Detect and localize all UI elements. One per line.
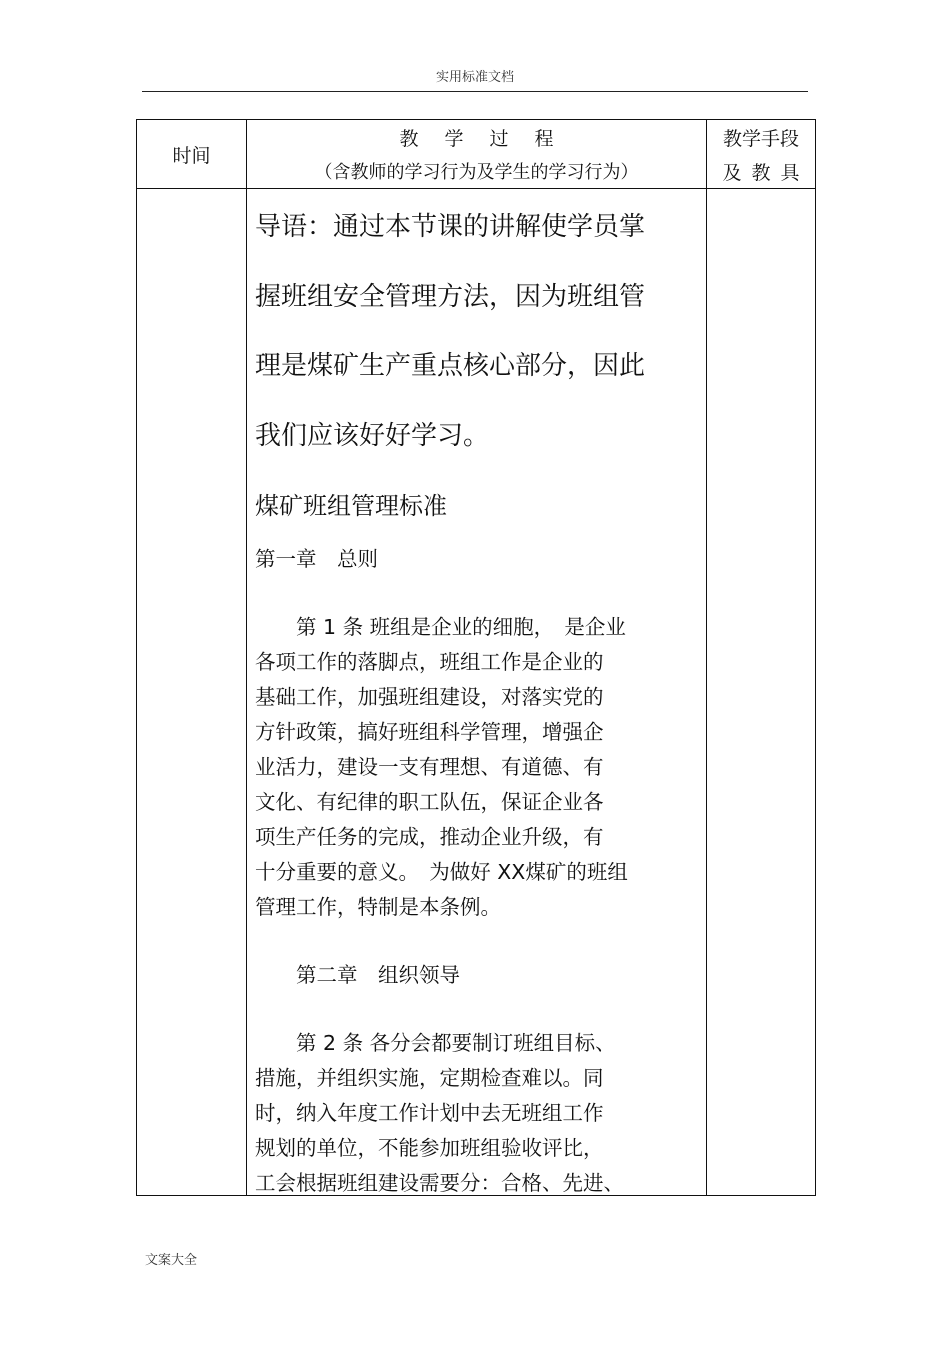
article-line: 各项工作的落脚点，班组工作是企业的 [255, 650, 604, 674]
header-row-divider [137, 188, 815, 189]
intro-line: 握班组安全管理方法，因为班组管 [255, 282, 646, 312]
lesson-plan-table [136, 119, 816, 1196]
article-line: 文化、有纪律的职工队伍，保证企业各 [255, 790, 604, 814]
intro-line: 我们应该好好学习。 [255, 421, 490, 451]
page-footer: 文案大全 [145, 1253, 198, 1268]
header-teaching-process [247, 120, 706, 188]
column-divider-1 [246, 120, 247, 1195]
article-line: 时，纳入年度工作计划中去无班组工作 [255, 1101, 604, 1125]
intro-line: 导语：通过本节课的讲解使学员掌 [255, 212, 646, 242]
article-line: 第 1 条 班组是企业的细胞， 是企业 [255, 615, 626, 639]
article-line: 规划的单位，不能参加班组验收评比， [255, 1136, 604, 1160]
article-line: 方针政策，搞好班组科学管理，增强企 [255, 720, 604, 744]
article-line: 项生产任务的完成，推动企业升级，有 [255, 825, 604, 849]
header-tools-line1: 教学手段 [722, 128, 799, 150]
article-line: 管理工作，特制是本条例。 [255, 895, 501, 919]
header-rule [142, 91, 808, 92]
section-title: 煤矿班组管理标准 [255, 492, 447, 520]
article-line: 工会根据班组建设需要分：合格、先进、 [255, 1171, 624, 1195]
header-tools-line2: 及教具 [722, 162, 810, 184]
article-line: 十分重要的意义。 为做好 XX煤矿的班组 [255, 860, 628, 884]
header-teaching-tools [707, 120, 815, 188]
article-line: 第 2 条 各分会都要制订班组目标、 [255, 1031, 616, 1055]
header-process-subtitle: （含教师的学习行为及学生的学习行为） [314, 162, 639, 183]
column-divider-2 [706, 120, 707, 1195]
article-line: 基础工作，加强班组建设，对落实党的 [255, 685, 604, 709]
chapter-title: 第二章 组织领导 [255, 963, 460, 987]
intro-line: 理是煤矿生产重点核心部分，因此 [255, 351, 646, 381]
article-line: 措施，并组织实施，定期检查难以。同 [255, 1066, 604, 1090]
header-time: 时间 [172, 144, 211, 167]
article-line: 业活力，建设一支有理想、有道德、有 [255, 755, 604, 779]
page-header: 实用标准文档 [435, 70, 514, 85]
chapter-title: 第一章 总则 [255, 547, 378, 571]
header-process-title: 教学过程 [399, 128, 580, 150]
